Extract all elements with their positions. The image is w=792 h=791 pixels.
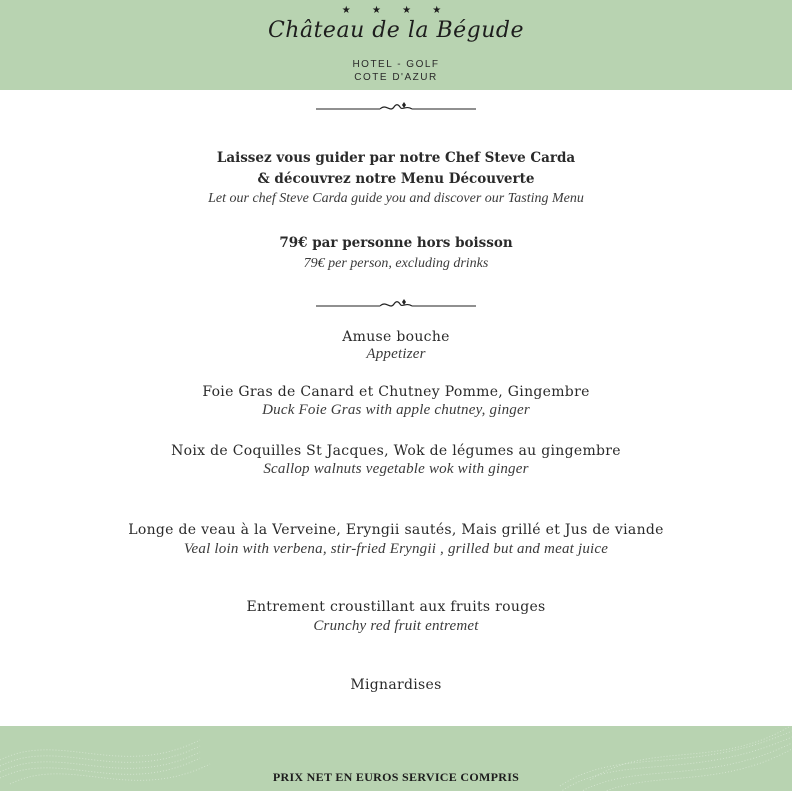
brand-subtitle-cote-azur: COTE D'AZUR — [354, 72, 438, 83]
brand-subtitle-hotel-golf: HOTEL - GOLF — [352, 59, 440, 70]
course-mignardises: Mignardises — [350, 677, 442, 693]
course-veal-english: Veal loin with verbena, stir-fried Eryngii , grilled but and meat juice — [183, 541, 609, 557]
ornament-divider-icon — [316, 298, 476, 312]
course-foie-gras: Foie Gras de Canard et Chutney Pomme, Gingembre — [202, 384, 590, 400]
footer-price-note: PRIX NET EN EUROS SERVICE COMPRIS — [272, 770, 520, 784]
rating-stars: ★ ★ ★ ★ — [341, 5, 451, 16]
course-scallops-english: Scallop walnuts vegetable wok with ginger — [263, 461, 529, 477]
header-band — [0, 0, 792, 90]
course-foie-gras-english: Duck Foie Gras with apple chutney, ginger — [262, 402, 530, 418]
intro-line-english: Let our chef Steve Carda guide you and discover our Tasting Menu — [208, 191, 584, 206]
course-amuse-bouche: Amuse bouche — [342, 329, 450, 345]
course-dessert: Entrement croustillant aux fruits rouges — [246, 599, 546, 615]
price-french: 79€ par personne hors boisson — [279, 235, 513, 251]
ornament-divider-icon — [316, 101, 476, 115]
course-dessert-english: Crunchy red fruit entremet — [313, 618, 479, 634]
brand-logo-text: Château de la Bégude — [267, 18, 525, 43]
course-scallops: Noix de Coquilles St Jacques, Wok de légumes au gingembre — [171, 443, 621, 459]
intro-line-1: Laissez vous guider par notre Chef Steve Carda — [216, 150, 576, 166]
footer-band — [0, 726, 792, 791]
course-veal: Longe de veau à la Verveine, Eryngii sautés, Mais grillé et Jus de viande — [128, 522, 664, 538]
price-english: 79€ per person, excluding drinks — [303, 256, 489, 271]
intro-line-2: & découvrez notre Menu Découverte — [257, 171, 535, 187]
course-amuse-bouche-english: Appetizer — [366, 346, 426, 362]
